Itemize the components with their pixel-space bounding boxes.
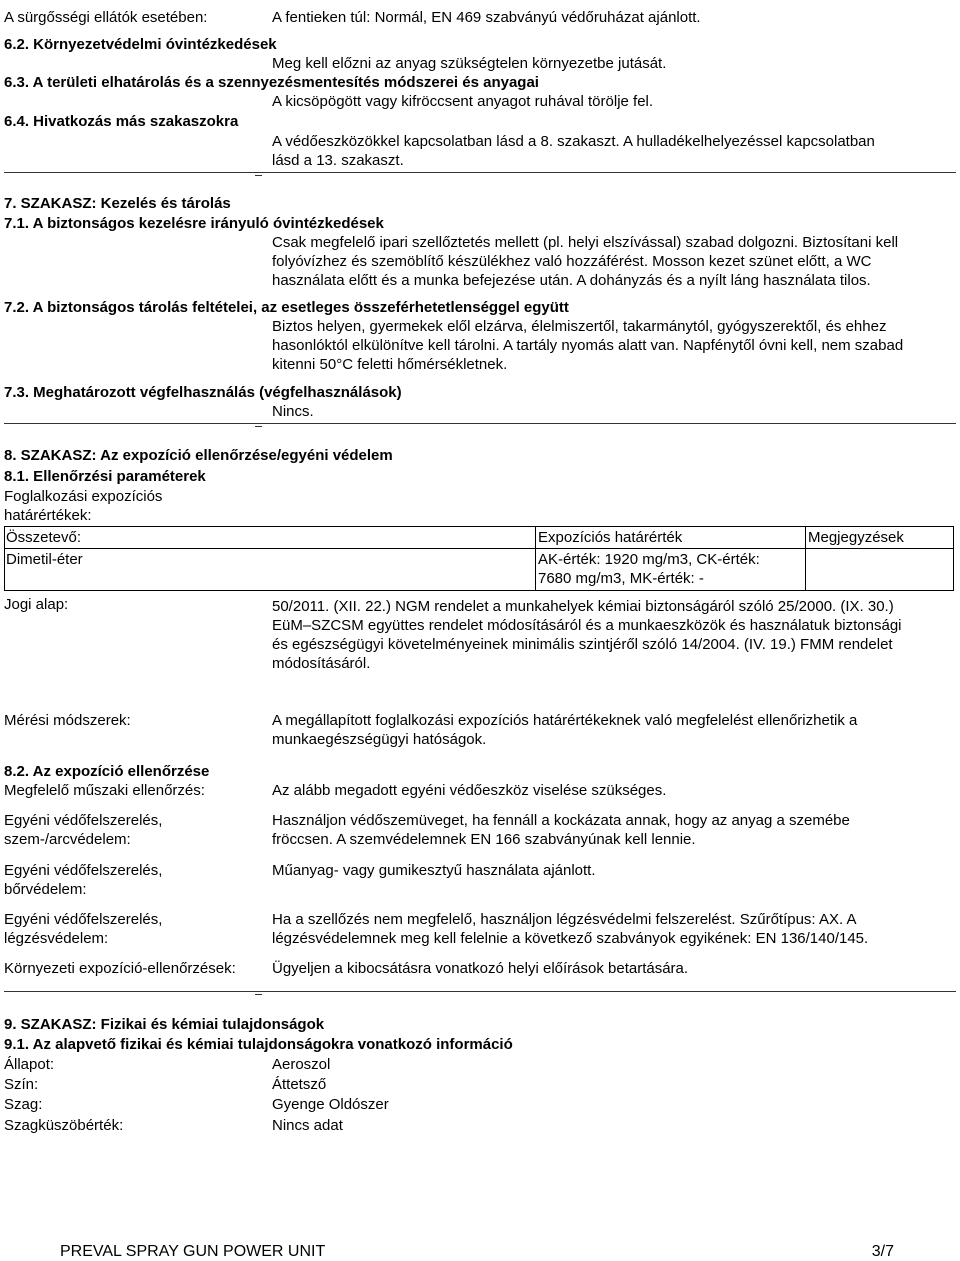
text-7-1-line3: használata előtt és a munka befejezése után. A dohányzás és a nyílt láng használata tilos. — [272, 272, 871, 289]
table-rule — [805, 526, 806, 591]
measurement-methods-line1: A megállapított foglalkozási expozíciós határértékeknek való megfelelést ellenőrizhetik a — [272, 712, 858, 729]
divider-tick — [255, 994, 262, 995]
footer-product-name: PREVAL SPRAY GUN POWER UNIT — [60, 1243, 326, 1260]
divider-tick — [255, 175, 262, 176]
section-divider — [4, 423, 956, 424]
property-value: Aeroszol — [272, 1056, 331, 1073]
heading-6-3: 6.3. A területi elhatárolás és a szennyezésmentesítés módszerei és anyagai — [4, 74, 539, 91]
table-cell-limit-line2: 7680 mg/m3, MK-érték: - — [538, 570, 704, 587]
heading-9-1: 9.1. Az alapvető fizikai és kémiai tulajdonságokra vonatkozó információ — [4, 1036, 513, 1053]
legal-basis-line3: és egészségügyi követelményeinek minimális szintjéről szóló 14/2004. (IV. 19.) FMM rendelet — [272, 636, 893, 653]
eye-protection-line2: fröccsen. A szemvédelemnek EN 166 szabványúnak kell lennie. — [272, 831, 696, 848]
heading-8-1: 8.1. Ellenőrzési paraméterek — [4, 468, 206, 485]
table-rule — [535, 526, 536, 591]
section-divider — [4, 991, 956, 992]
respiratory-protection-line2: légzésvédelemnek meg kell felelnie a következő szabványok egyikének: EN 136/140/145. — [272, 930, 869, 947]
environmental-controls-label: Környezeti expozíció-ellenőrzések: — [4, 960, 236, 977]
property-label: Állapot: — [4, 1056, 55, 1073]
text-6-2: Meg kell előzni az anyag szükségtelen környezetbe jutását. — [272, 55, 667, 72]
property-value: Áttetsző — [272, 1076, 327, 1093]
table-cell-component: Dimetil-éter — [6, 551, 83, 568]
respiratory-protection-label-line2: légzésvédelem: — [4, 930, 109, 947]
emergency-responders-label: A sürgősségi ellátók esetében: — [4, 9, 208, 26]
measurement-methods-label: Mérési módszerek: — [4, 712, 131, 729]
text-7-1-line2: folyóvízhez és szemöblítő készülékhez való hozzáférést. Mosson kezet szünet előtt, a WC — [272, 253, 872, 270]
property-value: Gyenge Oldószer — [272, 1096, 389, 1113]
text-7-2-line2: hasonlóktól elkülönítve kell tárolni. A tartály nyomás alatt van. Napfénytől óvni kell, nem szabad — [272, 337, 904, 354]
text-7-2-line3: kitenni 50°C feletti hőmérsékletnek. — [272, 356, 508, 373]
legal-basis-line2: EüM–SZCSM együttes rendelet módosításáról és a munkaeszközök és használatuk biztonsági — [272, 617, 902, 634]
engineering-controls-label: Megfelelő műszaki ellenőrzés: — [4, 782, 205, 799]
eye-protection-label-line2: szem-/arcvédelem: — [4, 831, 131, 848]
legal-basis-line1: 50/2011. (XII. 22.) NGM rendelet a munkahelyek kémiai biztonságáról szóló 25/2000. (IX. 30.) — [272, 598, 894, 615]
occupational-limits-label-line1: Foglalkozási expozíciós — [4, 488, 163, 505]
property-value: Nincs adat — [272, 1117, 343, 1134]
measurement-methods-line2: munkaegészségügyi hatóságok. — [272, 731, 487, 748]
footer-page-number: 3/7 — [871, 1243, 894, 1260]
engineering-controls-value: Az alább megadott egyéni védőeszköz viselése szükséges. — [272, 782, 667, 799]
section-divider — [4, 172, 956, 173]
property-label: Szín: — [4, 1076, 39, 1093]
eye-protection-label-line1: Egyéni védőfelszerelés, — [4, 812, 163, 829]
table-rule — [4, 526, 954, 527]
table-rule — [953, 526, 954, 591]
table-cell-limit-line1: AK-érték: 1920 mg/m3, CK-érték: — [538, 551, 760, 568]
occupational-limits-label-line2: határértékek: — [4, 507, 92, 524]
text-6-4-line1: A védőeszközökkel kapcsolatban lásd a 8. szakaszt. A hulladékelhelyezéssel kapcsolatban — [272, 133, 875, 150]
emergency-responders-value: A fentieken túl: Normál, EN 469 szabványú védőruházat ajánlott. — [272, 9, 701, 26]
heading-6-2: 6.2. Környezetvédelmi óvintézkedések — [4, 36, 277, 53]
table-rule — [4, 526, 5, 591]
divider-tick — [255, 426, 262, 427]
text-6-4-line2: lásd a 13. szakaszt. — [272, 152, 404, 169]
table-header-limit: Expozíciós határérték — [538, 529, 683, 546]
table-header-notes: Megjegyzések — [808, 529, 904, 546]
respiratory-protection-line1: Ha a szellőzés nem megfelelő, használjon légzésvédelmi felszerelést. Szűrőtípus: AX. A — [272, 911, 857, 928]
table-rule — [4, 590, 954, 591]
property-label: Szag: — [4, 1096, 43, 1113]
property-label: Szagküszöbérték: — [4, 1117, 124, 1134]
skin-protection-label-line2: bőrvédelem: — [4, 881, 87, 898]
section-8-title: 8. SZAKASZ: Az expozíció ellenőrzése/egyéni védelem — [4, 447, 393, 464]
eye-protection-line1: Használjon védőszemüveget, ha fennáll a kockázata annak, hogy az anyag a szemébe — [272, 812, 850, 829]
heading-7-2: 7.2. A biztonságos tárolás feltételei, az esetleges összeférhetetlenséggel együtt — [4, 299, 569, 316]
section-7-title: 7. SZAKASZ: Kezelés és tárolás — [4, 195, 231, 212]
legal-basis-label: Jogi alap: — [4, 596, 69, 613]
heading-7-1: 7.1. A biztonságos kezelésre irányuló óvintézkedések — [4, 215, 384, 232]
heading-8-2: 8.2. Az expozíció ellenőrzése — [4, 763, 210, 780]
heading-6-4: 6.4. Hivatkozás más szakaszokra — [4, 113, 239, 130]
table-header-component: Összetevő: — [6, 529, 82, 546]
legal-basis-line4: módosításáról. — [272, 655, 371, 672]
text-7-2-line1: Biztos helyen, gyermekek elől elzárva, élelmiszertől, takarmánytól, gyógyszerektől, és ehhez — [272, 318, 887, 335]
table-rule — [4, 548, 954, 549]
environmental-controls-value: Ügyeljen a kibocsátásra vonatkozó helyi előírások betartására. — [272, 960, 689, 977]
text-6-3: A kicsöpögött vagy kifröccsent anyagot ruhával törölje fel. — [272, 93, 654, 110]
skin-protection-label-line1: Egyéni védőfelszerelés, — [4, 862, 163, 879]
text-7-3: Nincs. — [272, 403, 314, 420]
text-7-1-line1: Csak megfelelő ipari szellőztetés mellett (pl. helyi elszívással) szabad dolgozni. Biztosítani kell — [272, 234, 899, 251]
section-9-title: 9. SZAKASZ: Fizikai és kémiai tulajdonságok — [4, 1016, 325, 1033]
skin-protection-value: Műanyag- vagy gumikesztyű használata ajánlott. — [272, 862, 596, 879]
heading-7-3: 7.3. Meghatározott végfelhasználás (végfelhasználások) — [4, 384, 402, 401]
respiratory-protection-label-line1: Egyéni védőfelszerelés, — [4, 911, 163, 928]
